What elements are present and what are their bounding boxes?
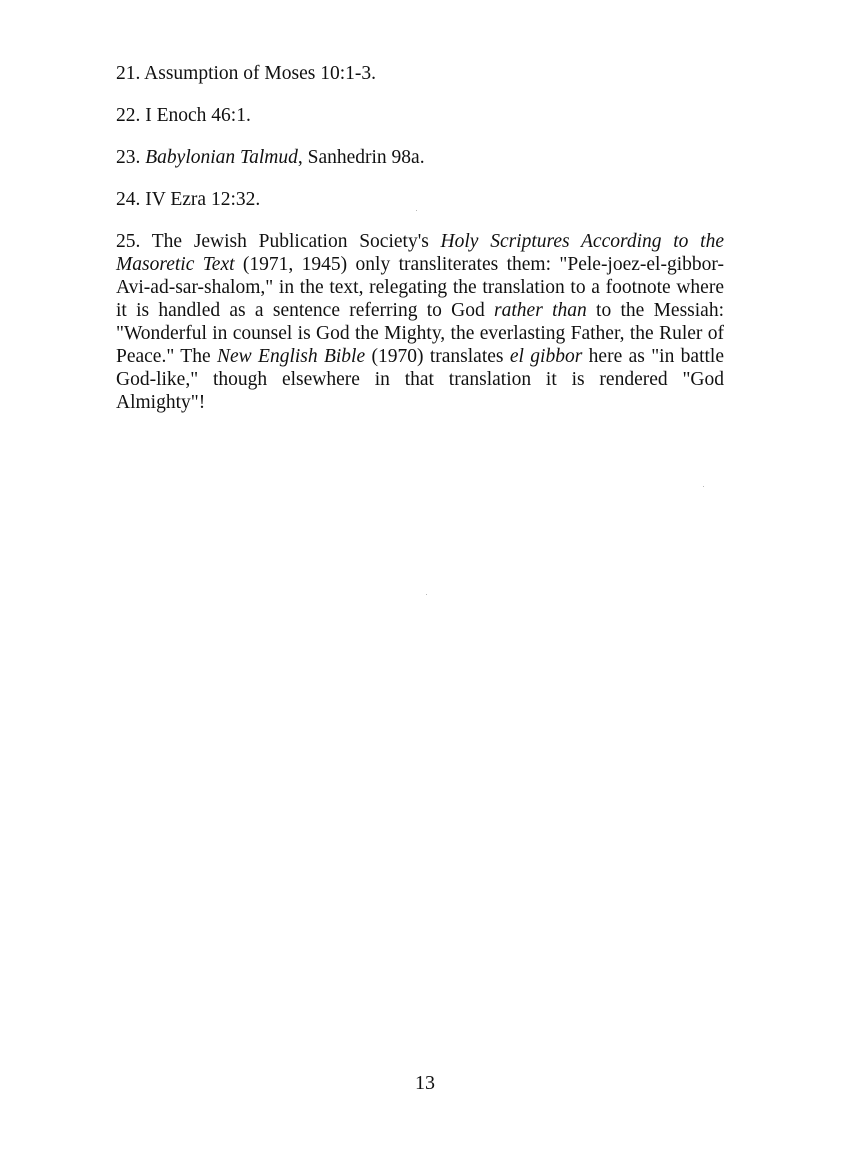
footnote-number: 22. xyxy=(116,105,141,126)
footnote-title-italic: New English Bible xyxy=(217,346,366,367)
scan-speck xyxy=(703,486,704,487)
footnote-emphasis-italic: rather than xyxy=(494,300,587,321)
footnote-text: IV Ezra 12:32. xyxy=(140,189,261,210)
footnote-list xyxy=(116,62,724,433)
footnote-25 xyxy=(116,230,724,414)
footnote-number: 24. xyxy=(116,189,141,210)
footnote-21 xyxy=(116,62,724,85)
footnote-23 xyxy=(116,146,724,169)
footnote-text: The Jewish Publication Society's xyxy=(140,231,441,252)
footnote-number: 25. xyxy=(116,231,141,252)
footnote-text: to the Messiah: "Wonderful in counsel is God the Mighty, the everlasting Father, the Ruler of Peace." The xyxy=(116,300,724,367)
page-number: 13 xyxy=(415,1072,435,1094)
footnote-number: 23. xyxy=(116,147,141,168)
footnote-text: , Sanhedrin 98a. xyxy=(297,147,425,168)
footnote-24 xyxy=(116,188,724,211)
footnote-title-italic: Holy Scriptures According to the Masoretic Text xyxy=(116,231,724,275)
footnote-text: Assumption of Moses 10:1-3. xyxy=(140,63,377,84)
footnote-text: I Enoch 46:1. xyxy=(140,105,251,126)
footnote-number: 21. xyxy=(116,63,141,84)
footnote-text: (1971, 1945) only transliterates them: "Pele-joez-el-gibbor-Avi-ad-sar-shalom," in the text, relegating the translation to a footnote where it is handled as a sentence referring to God xyxy=(116,254,724,321)
scan-speck xyxy=(416,210,417,211)
footnote-text: (1970) translates xyxy=(365,346,510,367)
footnote-text: here as "in battle God-like," though elsewhere in that translation it is rendered "God Almighty"! xyxy=(116,346,724,413)
scan-speck xyxy=(426,594,427,595)
footnote-22 xyxy=(116,104,724,127)
footnote-term-italic: el gibbor xyxy=(509,346,583,367)
footnote-title-italic: Babylonian Talmud xyxy=(145,147,298,168)
